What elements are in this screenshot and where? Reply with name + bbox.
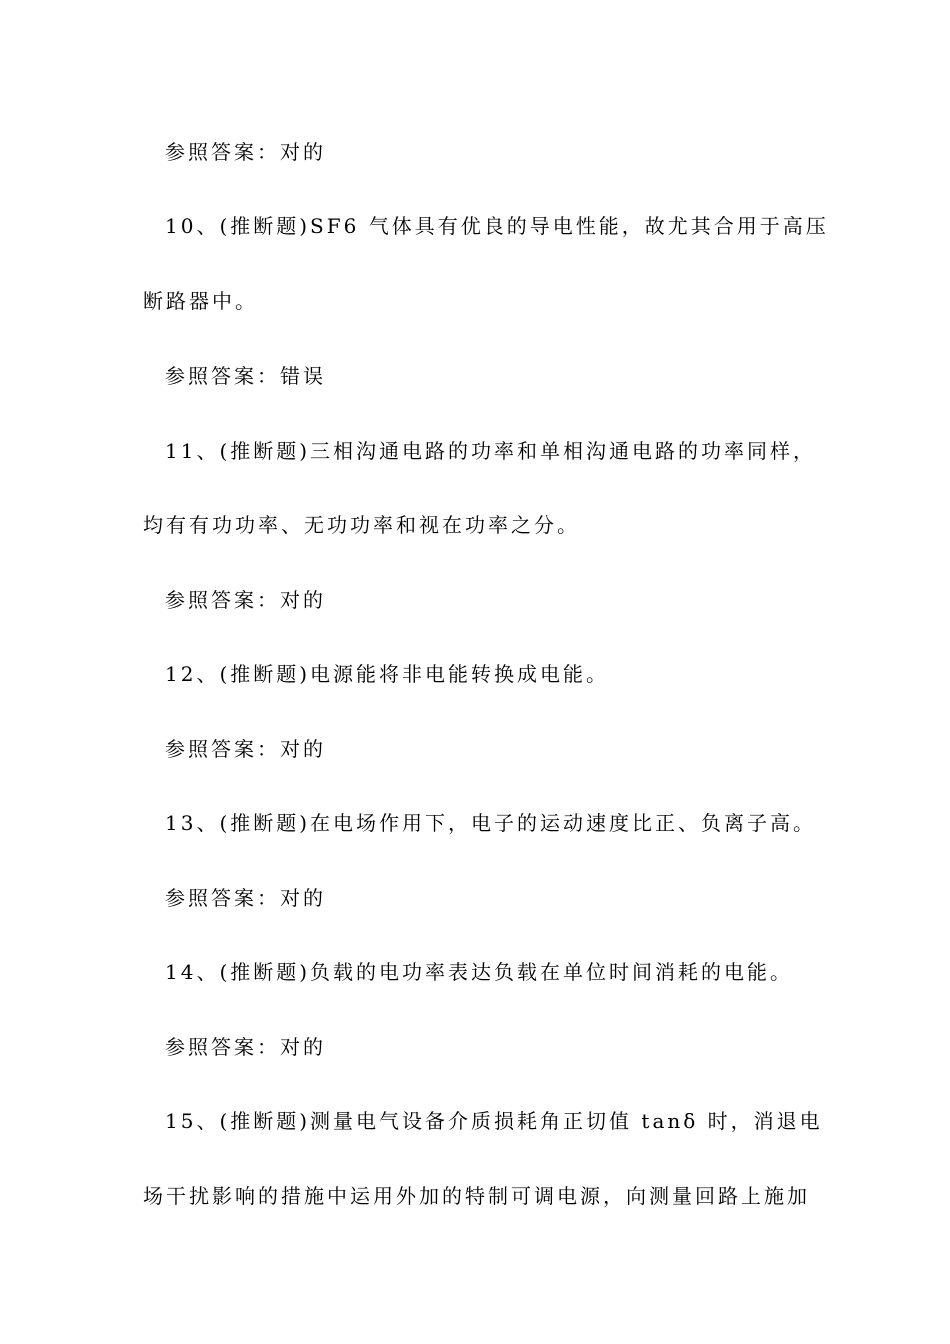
answer-line: 参照答案：对的 [165, 737, 326, 761]
answer-line: 参照答案：对的 [165, 140, 326, 164]
question-continuation-line: 断路器中。 [143, 289, 258, 313]
answer-line: 参照答案：对的 [165, 886, 326, 910]
question-line: 11、(推断题)三相沟通电路的功率和单相沟通电路的功率同样， [165, 439, 817, 463]
answer-line: 参照答案：对的 [165, 588, 326, 612]
answer-line: 参照答案：对的 [165, 1035, 326, 1059]
question-line: 13、(推断题)在电场作用下，电子的运动速度比正、负离子高。 [165, 811, 817, 835]
question-line: 14、(推断题)负载的电功率表达负载在单位时间消耗的电能。 [165, 960, 794, 984]
question-continuation-line: 场干扰影响的措施中运用外加的特制可调电源，向测量回路上施加 [143, 1184, 810, 1208]
answer-line: 参照答案：错误 [165, 364, 326, 388]
question-continuation-line: 均有有功功率、无功功率和视在功率之分。 [143, 513, 580, 537]
question-line: 10、(推断题)SF6 气体具有优良的导电性能，故尤其合用于高压 [165, 214, 829, 238]
question-line: 15、(推断题)测量电气设备介质损耗角正切值 tanδ 时，消退电 [165, 1109, 823, 1133]
question-line: 12、(推断题)电源能将非电能转换成电能。 [165, 662, 610, 686]
